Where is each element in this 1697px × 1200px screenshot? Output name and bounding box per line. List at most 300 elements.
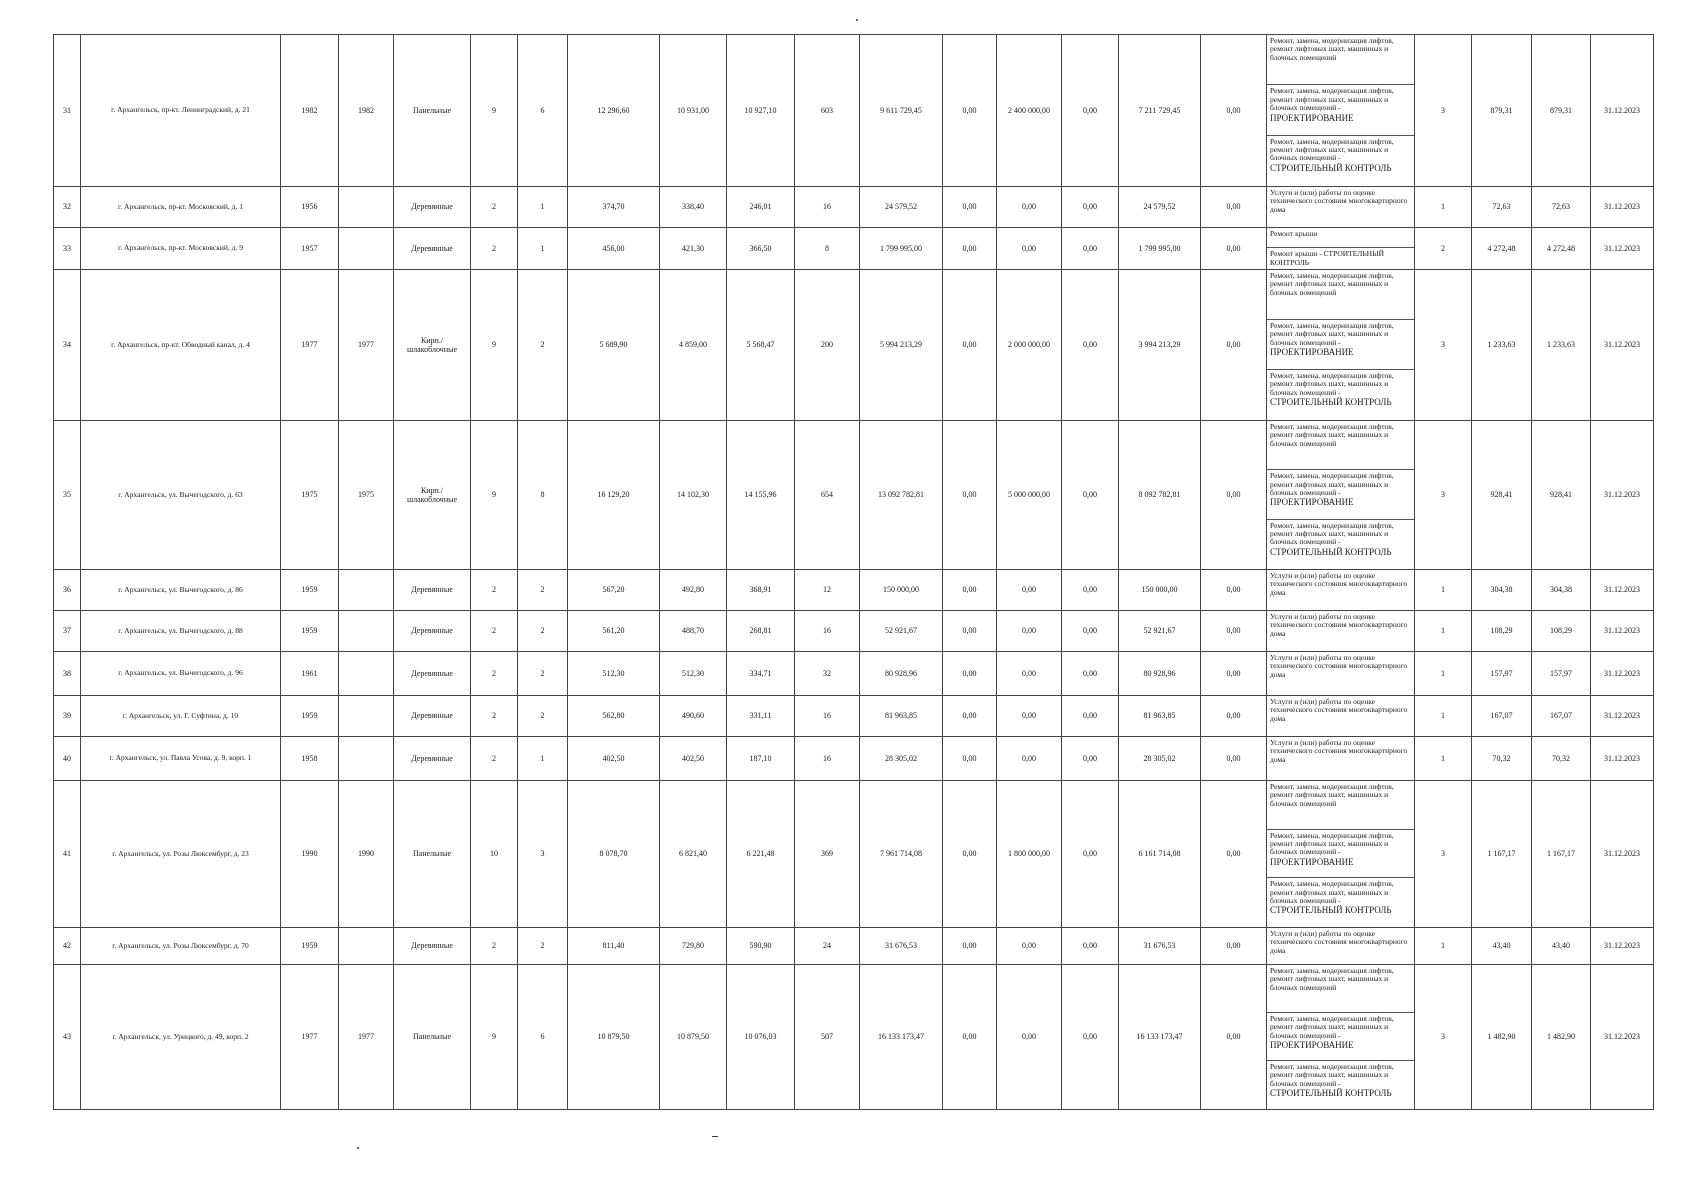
fund-local: 0,00 [1062, 269, 1119, 420]
works-list [1267, 964, 1415, 1109]
entrances: 2 [518, 269, 568, 420]
wall-material: Деревянные [394, 186, 471, 227]
work-description: Ремонт крыши [1270, 228, 1318, 238]
fund-owners: 80 928,96 [1119, 651, 1201, 695]
area-total: 12 296,60 [568, 35, 660, 187]
work-item [1267, 830, 1414, 879]
work-item [1267, 228, 1414, 249]
unit-cost-limit: 70,32 [1532, 736, 1591, 780]
fund-local: 0,00 [1062, 964, 1119, 1109]
wall-material: Деревянные [394, 651, 471, 695]
table-body [54, 35, 1654, 1110]
table-row [54, 35, 1654, 187]
residents: 24 [795, 927, 860, 964]
entrances: 8 [518, 420, 568, 569]
entrances: 2 [518, 569, 568, 610]
completion-date: 31.12.2023 [1591, 927, 1654, 964]
unit-cost: 928,41 [1472, 420, 1532, 569]
fund-regional: 0,00 [997, 569, 1062, 610]
work-description: Ремонт, замена, модернизация лифтов, ремонт лифтовых шахт, машинных и блочных помещений [1270, 781, 1394, 808]
year-commission: 1975 [339, 420, 394, 569]
area-residential: 366,50 [727, 227, 795, 269]
work-stage: ПРОЕКТИРОВАНИЕ [1270, 856, 1354, 867]
fund-regional: 5 000 000,00 [997, 420, 1062, 569]
year-built: 1975 [281, 420, 339, 569]
work-description: Ремонт, замена, модернизация лифтов, ремонт лифтовых шахт, машинных и блочных помещений [1270, 270, 1394, 297]
work-item [1267, 570, 1414, 610]
wall-material: Деревянные [394, 227, 471, 269]
area-living: 4 859,00 [660, 269, 727, 420]
year-built: 1959 [281, 569, 339, 610]
address: г. Архангельск, ул. Г. Суфтина, д. 10 [81, 695, 281, 736]
work-item [1267, 1013, 1414, 1061]
completion-date: 31.12.2023 [1591, 964, 1654, 1109]
work-stage: СТРОИТЕЛЬНЫЙ КОНТРОЛЬ [1270, 162, 1392, 173]
area-residential: 590,90 [727, 927, 795, 964]
works-list [1267, 736, 1415, 780]
area-residential: 10 076,03 [727, 964, 795, 1109]
work-stage: ПРОЕКТИРОВАНИЕ [1270, 1040, 1354, 1051]
year-commission [339, 227, 394, 269]
entrances: 6 [518, 964, 568, 1109]
works-count: 1 [1415, 651, 1472, 695]
entrances: 2 [518, 695, 568, 736]
residents: 16 [795, 186, 860, 227]
work-description: Ремонт, замена, модернизация лифтов, ремонт лифтовых шахт, машинных и блочных помещений - [1270, 471, 1394, 498]
fund-local: 0,00 [1062, 736, 1119, 780]
residents: 369 [795, 780, 860, 927]
fund-regional: 0,00 [997, 186, 1062, 227]
row-number: 39 [54, 695, 81, 736]
work-stage: СТРОИТЕЛЬНЫЙ КОНТРОЛЬ [1270, 905, 1392, 916]
row-number: 38 [54, 651, 81, 695]
works-count: 1 [1415, 186, 1472, 227]
work-description: Ремонт, замена, модернизация лифтов, ремонт лифтовых шахт, машинных и блочных помещений - [1270, 320, 1394, 347]
fund-regional: 2 400 000,00 [997, 35, 1062, 187]
cost-total: 52 921,67 [860, 610, 943, 651]
unit-cost: 879,31 [1472, 35, 1532, 187]
fund-other: 0,00 [1201, 651, 1267, 695]
fund-federal: 0,00 [943, 420, 997, 569]
works-list [1267, 227, 1415, 269]
fund-regional: 0,00 [997, 695, 1062, 736]
work-stage: ПРОЕКТИРОВАНИЕ [1270, 497, 1354, 508]
area-residential: 246,01 [727, 186, 795, 227]
work-stage: СТРОИТЕЛЬНЫЙ КОНТРОЛЬ [1270, 546, 1392, 557]
year-commission: 1977 [339, 269, 394, 420]
works-count: 3 [1415, 35, 1472, 187]
year-commission [339, 695, 394, 736]
completion-date: 31.12.2023 [1591, 269, 1654, 420]
work-description: Ремонт, замена, модернизация лифтов, ремонт лифтовых шахт, машинных и блочных помещений - [1270, 520, 1394, 547]
fund-federal: 0,00 [943, 651, 997, 695]
fund-federal: 0,00 [943, 610, 997, 651]
table-row [54, 780, 1654, 927]
year-built: 1956 [281, 186, 339, 227]
residents: 654 [795, 420, 860, 569]
year-commission: 1982 [339, 35, 394, 187]
cost-total: 24 579,52 [860, 186, 943, 227]
fund-other: 0,00 [1201, 964, 1267, 1109]
fund-regional: 0,00 [997, 610, 1062, 651]
area-residential: 334,71 [727, 651, 795, 695]
wall-material: Панельные [394, 35, 471, 187]
year-built: 1959 [281, 695, 339, 736]
wall-material: Деревянные [394, 927, 471, 964]
completion-date: 31.12.2023 [1591, 569, 1654, 610]
year-built: 1959 [281, 610, 339, 651]
work-description: Ремонт, замена, модернизация лифтов, ремонт лифтовых шахт, машинных и блочных помещений - [1270, 830, 1394, 857]
work-description: Ремонт, замена, модернизация лифтов, ремонт лифтовых шахт, машинных и блочных помещений - [1270, 370, 1394, 397]
work-item [1267, 85, 1414, 135]
work-item [1267, 320, 1414, 370]
work-description: Услуги и (или) работы по оценке технического состояния многоквартирного дома [1270, 928, 1408, 955]
unit-cost: 4 272,48 [1472, 227, 1532, 269]
work-description: Услуги и (или) работы по оценке технического состояния многоквартирного дома [1270, 737, 1408, 764]
works-count: 1 [1415, 736, 1472, 780]
area-living: 338,40 [660, 186, 727, 227]
work-item [1267, 696, 1414, 736]
wall-material: Кирп./ шлакоблочные [394, 420, 471, 569]
unit-cost-limit: 4 272,48 [1532, 227, 1591, 269]
fund-other: 0,00 [1201, 35, 1267, 187]
unit-cost-limit: 928,41 [1532, 420, 1591, 569]
work-item [1267, 878, 1414, 927]
work-description: Ремонт, замена, модернизация лифтов, ремонт лифтовых шахт, машинных и блочных помещений - [1270, 1061, 1394, 1088]
completion-date: 31.12.2023 [1591, 35, 1654, 187]
work-item [1267, 136, 1414, 186]
work-description: Ремонт, замена, модернизация лифтов, ремонт лифтовых шахт, машинных и блочных помещений - [1270, 1013, 1394, 1040]
work-item [1267, 965, 1414, 1013]
floors: 10 [471, 780, 518, 927]
year-built: 1977 [281, 964, 339, 1109]
fund-local: 0,00 [1062, 610, 1119, 651]
year-commission [339, 927, 394, 964]
work-item [1267, 1061, 1414, 1109]
works-list [1267, 420, 1415, 569]
wall-material: Кирп./ шлакоблочные [394, 269, 471, 420]
row-number: 37 [54, 610, 81, 651]
fund-other: 0,00 [1201, 227, 1267, 269]
entrances: 1 [518, 186, 568, 227]
works-count: 1 [1415, 610, 1472, 651]
address: г. Архангельск, ул. Вычегодского, д. 96 [81, 651, 281, 695]
floors: 9 [471, 269, 518, 420]
entrances: 2 [518, 610, 568, 651]
works-count: 1 [1415, 695, 1472, 736]
fund-federal: 0,00 [943, 780, 997, 927]
fund-other: 0,00 [1201, 569, 1267, 610]
cost-total: 5 994 213,29 [860, 269, 943, 420]
fund-local: 0,00 [1062, 780, 1119, 927]
work-stage: ПРОЕКТИРОВАНИЕ [1270, 112, 1354, 123]
entrances: 2 [518, 651, 568, 695]
fund-owners: 28 305,02 [1119, 736, 1201, 780]
unit-cost-limit: 1 482,90 [1532, 964, 1591, 1109]
work-description: Услуги и (или) работы по оценке технического состояния многоквартирного дома [1270, 570, 1408, 597]
fund-other: 0,00 [1201, 610, 1267, 651]
completion-date: 31.12.2023 [1591, 227, 1654, 269]
address: г. Архангельск, пр-кт. Московский, д. 9 [81, 227, 281, 269]
year-commission: 1990 [339, 780, 394, 927]
table-row [54, 269, 1654, 420]
work-description: Ремонт крыши - СТРОИТЕЛЬНЫЙ КОНТРОЛЬ [1270, 249, 1385, 267]
work-description: Ремонт, замена, модернизация лифтов, ремонт лифтовых шахт, машинных и блочных помещений [1270, 421, 1394, 448]
work-item [1267, 270, 1414, 320]
row-number: 35 [54, 420, 81, 569]
floors: 9 [471, 35, 518, 187]
table-row [54, 227, 1654, 269]
works-list [1267, 269, 1415, 420]
entrances: 2 [518, 927, 568, 964]
fund-local: 0,00 [1062, 651, 1119, 695]
unit-cost-limit: 1 233,63 [1532, 269, 1591, 420]
work-description: Услуги и (или) работы по оценке технического состояния многоквартирного дома [1270, 187, 1408, 214]
fund-federal: 0,00 [943, 569, 997, 610]
completion-date: 31.12.2023 [1591, 651, 1654, 695]
row-number: 34 [54, 269, 81, 420]
fund-local: 0,00 [1062, 927, 1119, 964]
fund-other: 0,00 [1201, 736, 1267, 780]
work-item [1267, 248, 1414, 269]
table-row [54, 186, 1654, 227]
cost-total: 80 928,96 [860, 651, 943, 695]
address: г. Архангельск, пр-кт. Обводный канал, д. 4 [81, 269, 281, 420]
fund-local: 0,00 [1062, 227, 1119, 269]
fund-owners: 24 579,52 [1119, 186, 1201, 227]
year-built: 1990 [281, 780, 339, 927]
wall-material: Деревянные [394, 610, 471, 651]
floors: 2 [471, 695, 518, 736]
fund-other: 0,00 [1201, 780, 1267, 927]
cost-total: 31 676,53 [860, 927, 943, 964]
work-item [1267, 421, 1414, 470]
completion-date: 31.12.2023 [1591, 780, 1654, 927]
area-total: 8 078,70 [568, 780, 660, 927]
work-description: Услуги и (или) работы по оценке технического состояния многоквартирного дома [1270, 611, 1408, 638]
unit-cost-limit: 879,31 [1532, 35, 1591, 187]
cost-total: 7 961 714,08 [860, 780, 943, 927]
year-built: 1961 [281, 651, 339, 695]
area-total: 811,40 [568, 927, 660, 964]
fund-regional: 2 000 000,00 [997, 269, 1062, 420]
address: г. Архангельск, ул. Розы Люксембург, д. 70 [81, 927, 281, 964]
floors: 9 [471, 964, 518, 1109]
address: г. Архангельск, ул. Вычегодского, д. 88 [81, 610, 281, 651]
fund-federal: 0,00 [943, 964, 997, 1109]
floors: 2 [471, 186, 518, 227]
area-living: 729,80 [660, 927, 727, 964]
fund-regional: 0,00 [997, 227, 1062, 269]
cost-total: 16 133 173,47 [860, 964, 943, 1109]
unit-cost: 1 167,17 [1472, 780, 1532, 927]
fund-owners: 16 133 173,47 [1119, 964, 1201, 1109]
row-number: 42 [54, 927, 81, 964]
fund-owners: 52 921,67 [1119, 610, 1201, 651]
fund-federal: 0,00 [943, 927, 997, 964]
work-item [1267, 611, 1414, 651]
work-stage: СТРОИТЕЛЬНЫЙ КОНТРОЛЬ [1270, 1088, 1392, 1099]
area-residential: 10 927,10 [727, 35, 795, 187]
works-count: 3 [1415, 964, 1472, 1109]
residents: 32 [795, 651, 860, 695]
work-description: Услуги и (или) работы по оценке технического состояния многоквартирного дома [1270, 696, 1408, 723]
unit-cost-limit: 43,40 [1532, 927, 1591, 964]
fund-other: 0,00 [1201, 186, 1267, 227]
fund-other: 0,00 [1201, 269, 1267, 420]
wall-material: Панельные [394, 780, 471, 927]
area-total: 402,50 [568, 736, 660, 780]
work-item [1267, 370, 1414, 420]
unit-cost: 1 482,90 [1472, 964, 1532, 1109]
row-number: 41 [54, 780, 81, 927]
fund-federal: 0,00 [943, 269, 997, 420]
area-residential: 368,91 [727, 569, 795, 610]
works-list [1267, 610, 1415, 651]
fund-regional: 0,00 [997, 736, 1062, 780]
floors: 9 [471, 420, 518, 569]
work-item [1267, 470, 1414, 519]
works-list [1267, 651, 1415, 695]
works-count: 2 [1415, 227, 1472, 269]
works-list [1267, 927, 1415, 964]
fund-owners: 31 676,53 [1119, 927, 1201, 964]
fund-regional: 0,00 [997, 964, 1062, 1109]
area-total: 374,70 [568, 186, 660, 227]
work-description: Ремонт, замена, модернизация лифтов, ремонт лифтовых шахт, машинных и блочных помещений - [1270, 136, 1394, 163]
cost-total: 150 000,00 [860, 569, 943, 610]
completion-date: 31.12.2023 [1591, 610, 1654, 651]
year-commission [339, 186, 394, 227]
works-count: 3 [1415, 269, 1472, 420]
scan-speck [856, 19, 858, 21]
entrances: 6 [518, 35, 568, 187]
table-row [54, 736, 1654, 780]
unit-cost-limit: 157,97 [1532, 651, 1591, 695]
work-stage: СТРОИТЕЛЬНЫЙ КОНТРОЛЬ [1270, 397, 1392, 408]
residents: 603 [795, 35, 860, 187]
unit-cost-limit: 72,63 [1532, 186, 1591, 227]
area-living: 14 102,30 [660, 420, 727, 569]
address: г. Архангельск, ул. Павла Усова, д. 9, корп. 1 [81, 736, 281, 780]
address: г. Архангельск, ул. Вычегодского, д. 63 [81, 420, 281, 569]
fund-other: 0,00 [1201, 927, 1267, 964]
wall-material: Панельные [394, 964, 471, 1109]
residents: 12 [795, 569, 860, 610]
fund-other: 0,00 [1201, 420, 1267, 569]
fund-regional: 0,00 [997, 927, 1062, 964]
floors: 2 [471, 927, 518, 964]
table-row [54, 927, 1654, 964]
works-count: 3 [1415, 420, 1472, 569]
area-total: 512,30 [568, 651, 660, 695]
unit-cost: 1 233,63 [1472, 269, 1532, 420]
unit-cost: 167,07 [1472, 695, 1532, 736]
area-living: 402,50 [660, 736, 727, 780]
works-list [1267, 695, 1415, 736]
works-list [1267, 35, 1415, 187]
work-description: Ремонт, замена, модернизация лифтов, ремонт лифтовых шахт, машинных и блочных помещений [1270, 36, 1394, 62]
area-living: 421,30 [660, 227, 727, 269]
work-item [1267, 652, 1414, 695]
work-description: Ремонт, замена, модернизация лифтов, ремонт лифтовых шахт, машинных и блочных помещений - [1270, 879, 1394, 906]
year-built: 1977 [281, 269, 339, 420]
row-number: 32 [54, 186, 81, 227]
fund-other: 0,00 [1201, 695, 1267, 736]
works-count: 3 [1415, 780, 1472, 927]
area-living: 10 931,00 [660, 35, 727, 187]
fund-owners: 3 994 213,29 [1119, 269, 1201, 420]
completion-date: 31.12.2023 [1591, 420, 1654, 569]
table-row [54, 569, 1654, 610]
area-residential: 187,10 [727, 736, 795, 780]
residents: 16 [795, 695, 860, 736]
area-living: 6 821,40 [660, 780, 727, 927]
unit-cost-limit: 1 167,17 [1532, 780, 1591, 927]
row-number: 40 [54, 736, 81, 780]
year-built: 1958 [281, 736, 339, 780]
works-list [1267, 780, 1415, 927]
fund-federal: 0,00 [943, 736, 997, 780]
floors: 2 [471, 227, 518, 269]
table-row [54, 420, 1654, 569]
year-commission [339, 610, 394, 651]
fund-local: 0,00 [1062, 186, 1119, 227]
unit-cost: 108,29 [1472, 610, 1532, 651]
cost-total: 28 305,02 [860, 736, 943, 780]
year-commission [339, 736, 394, 780]
fund-federal: 0,00 [943, 35, 997, 187]
residents: 507 [795, 964, 860, 1109]
repair-program-table [53, 34, 1654, 1110]
work-item [1267, 781, 1414, 830]
work-item [1267, 737, 1414, 780]
works-list [1267, 186, 1415, 227]
year-built: 1982 [281, 35, 339, 187]
completion-date: 31.12.2023 [1591, 186, 1654, 227]
year-commission [339, 651, 394, 695]
area-residential: 5 568,47 [727, 269, 795, 420]
area-total: 16 129,20 [568, 420, 660, 569]
area-total: 567,20 [568, 569, 660, 610]
cost-total: 81 963,85 [860, 695, 943, 736]
fund-owners: 6 161 714,08 [1119, 780, 1201, 927]
unit-cost-limit: 304,38 [1532, 569, 1591, 610]
fund-federal: 0,00 [943, 695, 997, 736]
unit-cost: 157,97 [1472, 651, 1532, 695]
entrances: 1 [518, 736, 568, 780]
work-item [1267, 187, 1414, 227]
cost-total: 13 092 782,81 [860, 420, 943, 569]
entrances: 3 [518, 780, 568, 927]
table-row [54, 964, 1654, 1109]
scan-speck [712, 1136, 718, 1137]
row-number: 36 [54, 569, 81, 610]
work-description: Услуги и (или) работы по оценке технического состояния многоквартирного дома [1270, 652, 1408, 679]
area-living: 488,70 [660, 610, 727, 651]
fund-owners: 81 963,85 [1119, 695, 1201, 736]
fund-federal: 0,00 [943, 186, 997, 227]
unit-cost: 70,32 [1472, 736, 1532, 780]
cost-total: 1 799 995,00 [860, 227, 943, 269]
works-count: 1 [1415, 927, 1472, 964]
fund-owners: 1 799 995,00 [1119, 227, 1201, 269]
year-built: 1957 [281, 227, 339, 269]
address: г. Архангельск, пр-кт. Московский, д. 1 [81, 186, 281, 227]
address: г. Архангельск, ул. Урицкого, д. 49, корп. 2 [81, 964, 281, 1109]
year-built: 1959 [281, 927, 339, 964]
row-number: 33 [54, 227, 81, 269]
